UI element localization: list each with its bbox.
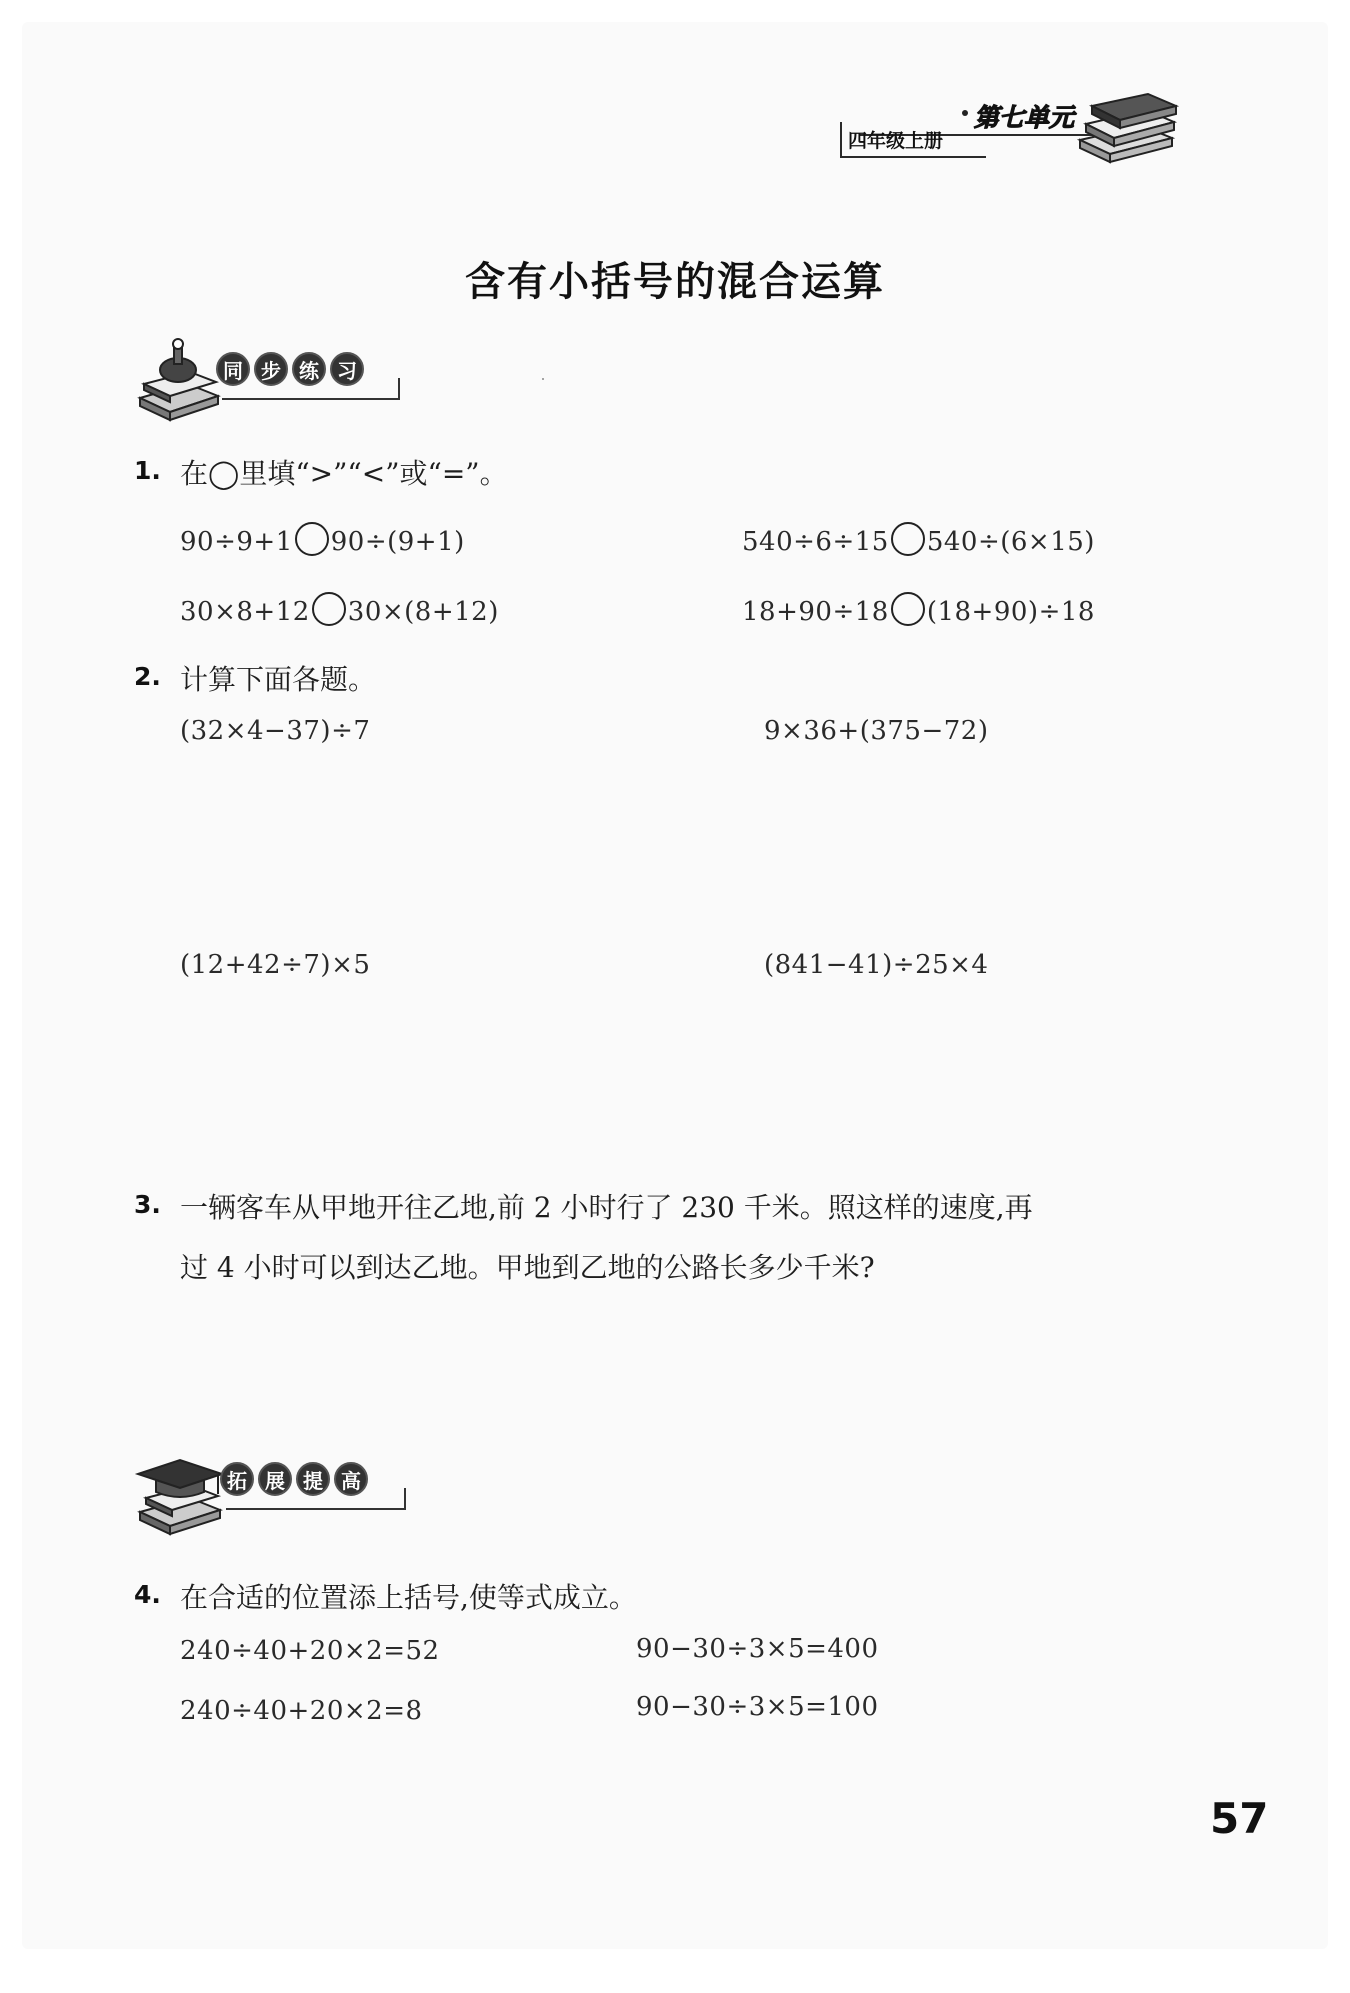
graduation-cap-books-icon — [130, 1446, 230, 1542]
page-title: 含有小括号的混合运算 — [465, 258, 885, 305]
header-dot — [962, 110, 968, 116]
q4-item-3: 240÷40+20×2=8 — [180, 1696, 423, 1726]
q1-row2-right — [742, 592, 1095, 627]
q1-prompt: 在◯里填“>”“<”或“=”。 — [180, 457, 508, 490]
q2-prompt: 计算下面各题。 — [180, 663, 377, 696]
answer-circle[interactable] — [295, 522, 329, 556]
header-grade: 四年级上册 — [848, 130, 944, 152]
q1-r2l-b: 30×(8+12) — [347, 597, 499, 627]
q1-r1l-b: 90÷(9+1) — [330, 527, 465, 557]
header-unit: 第七单元 — [974, 103, 1075, 132]
book-stack-icon — [1072, 86, 1182, 166]
section2-char-1: 拓 — [220, 1462, 254, 1496]
section1-tail — [398, 378, 400, 400]
section2-char-4: 高 — [334, 1462, 368, 1496]
section1-char-4: 习 — [330, 352, 364, 386]
q1-number: 1. — [134, 456, 161, 485]
section1-underline — [222, 398, 400, 400]
print-speck — [542, 378, 544, 380]
q1-row1-left — [180, 522, 465, 557]
workbook-page — [22, 22, 1328, 1949]
q1-r2l-a: 30×8+12 — [180, 597, 310, 627]
q3-line1: 一辆客车从甲地开往乙地,前 2 小时行了 230 千米。照这样的速度,再 — [180, 1191, 1033, 1224]
section1-char-2: 步 — [254, 352, 288, 386]
q2-item-2: 9×36+(375−72) — [764, 716, 989, 746]
section2-underline — [226, 1508, 406, 1510]
q4-prompt: 在合适的位置添上括号,使等式成立。 — [180, 1581, 637, 1614]
q1-row1-right — [742, 522, 1095, 557]
q2-number: 2. — [134, 662, 161, 691]
q1-r2r-a: 18+90÷18 — [742, 597, 889, 627]
q4-number: 4. — [134, 1580, 161, 1609]
q2-item-1: (32×4−37)÷7 — [180, 716, 371, 746]
q3-line2: 过 4 小时可以到达乙地。甲地到乙地的公路长多少千米? — [180, 1251, 875, 1284]
q1-row2-left — [180, 592, 499, 627]
section2-tail — [404, 1488, 406, 1510]
q1-r1r-a: 540÷6÷15 — [742, 527, 889, 557]
q1-r1l-a: 90÷9+1 — [180, 527, 293, 557]
section1-char-1: 同 — [216, 352, 250, 386]
q1-r1r-b: 540÷(6×15) — [926, 527, 1095, 557]
page-number: 57 — [1210, 1794, 1269, 1843]
q3-number: 3. — [134, 1190, 161, 1219]
desk-lamp-books-icon — [130, 332, 226, 428]
answer-circle[interactable] — [312, 592, 346, 626]
q4-item-2: 90−30÷3×5=400 — [636, 1634, 879, 1664]
answer-circle[interactable] — [891, 522, 925, 556]
q2-item-3: (12+42÷7)×5 — [180, 950, 371, 980]
section1-char-3: 练 — [292, 352, 326, 386]
q2-item-4: (841−41)÷25×4 — [764, 950, 989, 980]
section2-char-3: 提 — [296, 1462, 330, 1496]
answer-circle[interactable] — [891, 592, 925, 626]
q4-item-1: 240÷40+20×2=52 — [180, 1636, 440, 1666]
q4-item-4: 90−30÷3×5=100 — [636, 1692, 879, 1722]
section2-char-2: 展 — [258, 1462, 292, 1496]
q1-r2r-b: (18+90)÷18 — [926, 597, 1095, 627]
